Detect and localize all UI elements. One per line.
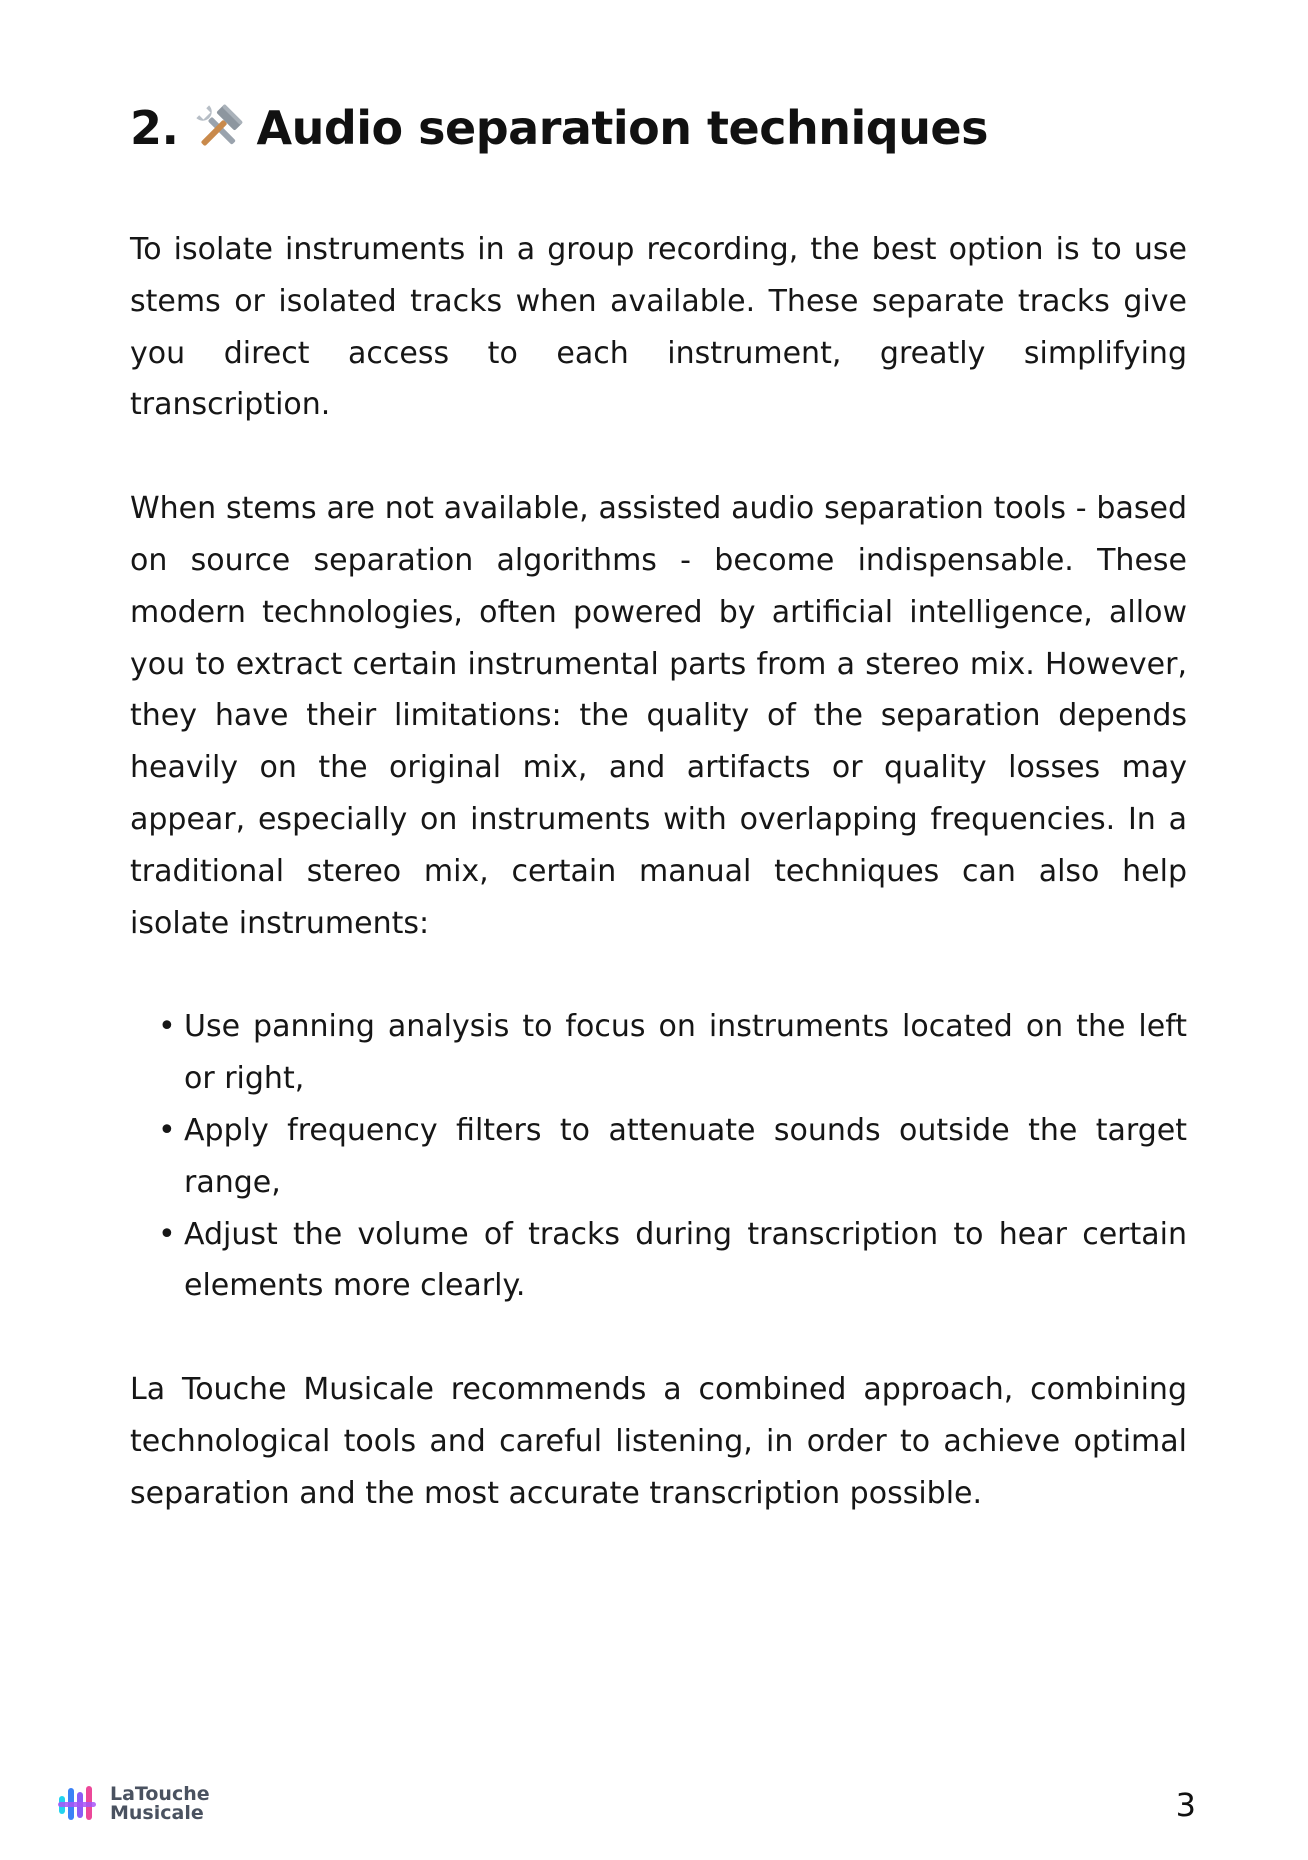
logo-line-1: LaTouche [110,1783,210,1805]
list-item [158,1001,1187,1105]
bullet-icon: • [158,1009,176,1045]
list-item-text: Adjust the volume of tracks during transcription to hear certain elements more clearly. [184,1216,1187,1304]
section-number: 2. [130,101,179,155]
section-title: Audio separation techniques [256,101,989,155]
techniques-list [130,1001,1187,1312]
list-item-text: Use panning analysis to focus on instruments located on the left or right, [184,1009,1187,1097]
list-item [158,1105,1187,1209]
paragraph-intro: To isolate instruments in a group recording, the best option is to use stems or isolated tracks when available. These separate tracks give you direct access to each instrument, greatly simplifying transcription. [130,232,1187,423]
page-content [130,92,1187,1520]
logo-line-2: Musicale [110,1802,204,1824]
brand-logo [56,1782,210,1826]
section-heading [130,92,1187,164]
list-item-text: Apply frequency filters to attenuate sounds outside the target range, [184,1112,1187,1200]
logo-wordmark [110,1785,210,1823]
paragraph-tools: When stems are not available, assisted audio separation tools - based on source separation algorithms - become indispensable. These modern technologies, often powered by artificial intelligence, allow you to extract certain instrumental parts from a stereo mix. However, they have their limitations: the quality of the separation depends heavily on the original mix, and artifacts or quality losses may appear, especially on instruments with overlapping frequencies. In a traditional stereo mix, certain manual techniques can also help isolate instruments: [130,491,1187,941]
page-number: 3 [1175,1786,1196,1824]
bullet-icon: • [158,1216,176,1252]
hammer-and-wrench-icon [192,101,246,155]
bullet-icon: • [158,1112,176,1148]
list-item [158,1209,1187,1313]
paragraph-conclusion: La Touche Musicale recommends a combined approach, combining technological tools and careful listening, in order to achieve optimal separation and the most accurate transcription possible. [130,1372,1187,1511]
latouche-logo-icon [56,1782,100,1826]
